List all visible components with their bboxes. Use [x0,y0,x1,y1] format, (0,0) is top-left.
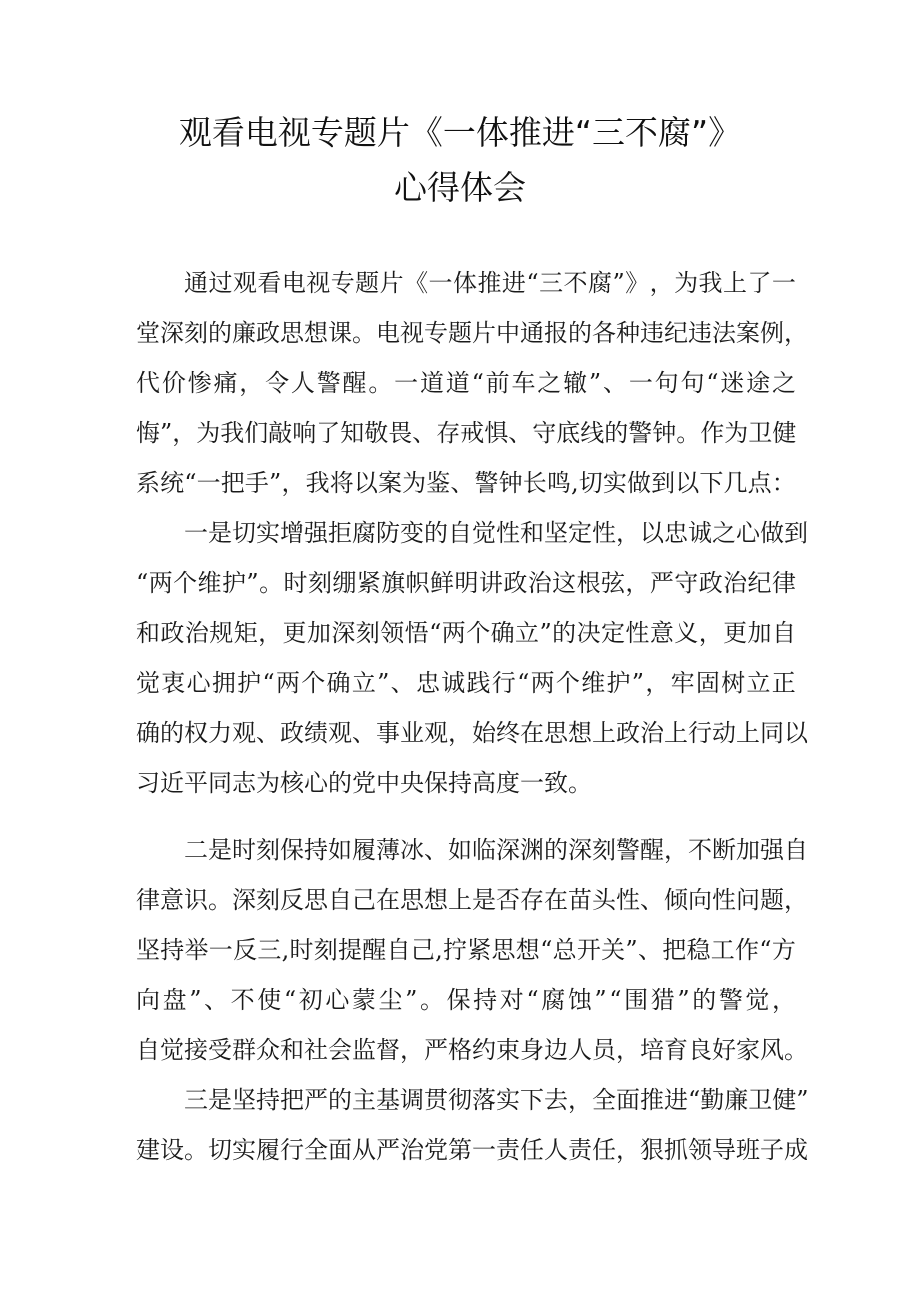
paragraph-line: 代 价 惨 痛 ， 令 人 警 醒 。 一 道 道 “ 前 车 之 辙 ” 、 一 句 句 “ 迷 途 之 [136,369,796,397]
paragraph-line: 和 政 治 规 矩 ， 更 加 深 刻 领 悟 “ 两 个 确 立 ” 的 决 定 性 意 义 ， 更 加 自 [136,619,796,647]
paragraph-line: 觉 衷 心 拥 护 “ 两 个 确 立 ” 、 忠 诚 践 行 “ 两 个 维 护 ” ， 牢 固 树 立 正 [136,669,796,697]
paragraph-line: 习近平同志为核心的党中央保持高度一致。 [136,769,592,797]
paragraph-line: 自 觉 接 受 群 众 和 社 会 监 督 ， 严 格 约 束 身 边 人 员 ， 培 育 良 好 家 风 。 [136,1036,808,1064]
paragraph-line: 向 盘 ” 、 不 使 “ 初 心 蒙 尘 ” 。 保 持 对 “ 腐 蚀 ” “ 围 猎 ” 的 警 觉 ， [136,986,796,1014]
paragraph-line: 建 设 。 切 实 履 行 全 面 从 严 治 党 第 一 责 任 人 责 任 ， 狠 抓 领 导 班 子 成 [136,1136,808,1164]
paragraph-line: 一 是 切 实 增 强 拒 腐 防 变 的 自 觉 性 和 坚 定 性 ， 以 忠 诚 之 心 做 到 [184,519,808,547]
paragraph-line: 悔 ” ， 为 我 们 敲 响 了 知 敬 畏 、 存 戒 惧 、 守 底 线 的 警 钟 。 作 为 卫 健 [136,419,797,447]
paragraph-line: 堂 深 刻 的 廉 政 思 想 课 。 电 视 专 题 片 中 通 报 的 各 种 违 纪 违 法 案 例 ， [136,319,808,347]
document-title-line-2: 心得体会 [394,168,526,207]
paragraph-line: 坚 持 举 一 反 三 , 时 刻 提 醒 自 己 , 拧 紧 思 想 “ 总 开 关 ” 、 把 稳 工 作 “ 方 [136,936,796,964]
paragraph-line: 二 是 时 刻 保 持 如 履 薄 冰 、 如 临 深 渊 的 深 刻 警 醒 ， 不 断 加 强 自 [184,836,808,864]
paragraph-line: 系 统 “ 一 把 手 ” ， 我 将 以 案 为 鉴 、 警 钟 长 鸣 , 切 实 做 到 以 下 几 点 ： [136,469,796,497]
document-title-line-1: 观看电视专题片《一体推进“三不腐”》 [178,113,742,152]
paragraph-line: 通 过 观 看 电 视 专 题 片 《 一 体 推 进 “ 三 不 腐 ” 》 ， 为 我 上 了 一 [184,269,796,297]
paragraph-line: “ 两 个 维 护 ” 。 时 刻 绷 紧 旗 帜 鲜 明 讲 政 治 这 根 弦 ， 严 守 政 治 纪 律 [136,569,796,597]
paragraph-line: 律 意 识 。 深 刻 反 思 自 己 在 思 想 上 是 否 存 在 苗 头 性 、 倾 向 性 问 题 ， [136,886,808,914]
paragraph-line: 三 是 坚 持 把 严 的 主 基 调 贯 彻 落 实 下 去 ， 全 面 推 进 “ 勤 廉 卫 健 ” [184,1086,809,1114]
paragraph-line: 确 的 权 力 观 、 政 绩 观 、 事 业 观 ， 始 终 在 思 想 上 政 治 上 行 动 上 同 以 [136,719,808,747]
